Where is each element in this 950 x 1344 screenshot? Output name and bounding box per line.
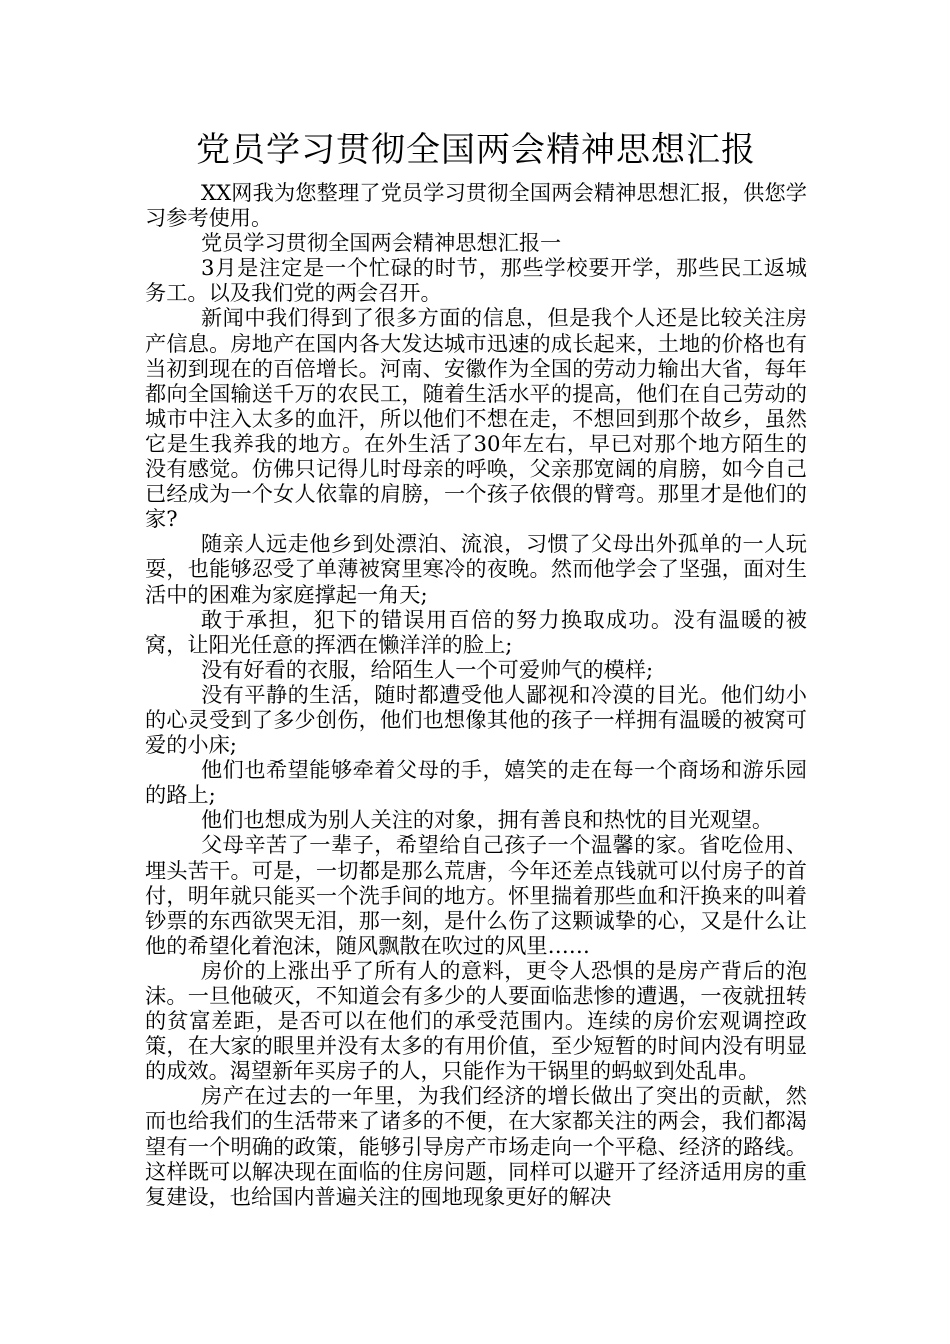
body-paragraph: 3月是注定是一个忙碌的时节，那些学校要开学，那些民工返城务工。以及我们党的两会召开。 bbox=[145, 255, 807, 306]
document-title: 党员学习贯彻全国两会精神思想汇报 bbox=[196, 130, 756, 170]
body-paragraph: 没有平静的生活，随时都遭受他人鄙视和冷漠的目光。他们幼小的心灵受到了多少创伤，他们也想像其他的孩子一样拥有温暖的被窝可爱的小床; bbox=[145, 681, 807, 758]
body-paragraph: 随亲人远走他乡到处漂泊、流浪，习惯了父母出外孤单的一人玩耍，也能够忍受了单薄被窝里寒冷的夜晚。然而他学会了坚强，面对生活中的困难为家庭撑起一角天; bbox=[145, 531, 807, 607]
body-paragraph: 父母辛苦了一辈子，希望给自己孩子一个温馨的家。省吃俭用、埋头苦干。可是，一切都是那么荒唐，今年还差点钱就可以付房子的首付，明年就只能买一个洗手间的地方。怀里揣着那些血和汗换来的叫着钞票的东西欲哭无泪，那一刻，是什么伤了这颗诚挚的心，又是什么让他的希望化着泡沫，随风飘散在吹过的风里…… bbox=[145, 832, 807, 958]
intro-paragraph: XX网我为您整理了党员学习贯彻全国两会精神思想汇报，供您学习参考使用。 bbox=[145, 180, 807, 231]
body-paragraph: 没有好看的衣服，给陌生人一个可爱帅气的模样; bbox=[201, 656, 654, 682]
section-heading: 党员学习贯彻全国两会精神思想汇报一 bbox=[201, 230, 562, 256]
body-paragraph: 房价的上涨出乎了所有人的意料，更令人恐惧的是房产背后的泡沫。一旦他破灭，不知道会有多少的人要面临悲惨的遭遇，一夜就扭转的贫富差距，是否可以在他们的承受范围内。连续的房价宏观调控政策，在大家的眼里并没有太多的有用价值，至少短暂的时间内没有明显的成效。渴望新年买房子的人，只能作为干锅里的蚂蚁到处乱串。 bbox=[145, 957, 807, 1084]
body-paragraph: 房产在过去的一年里，为我们经济的增长做出了突出的贡献，然而也给我们的生活带来了诸多的不便，在大家都关注的两会，我们都渴望有一个明确的政策，能够引导房产市场走向一个平稳、经济的路线。这样既可以解决现在面临的住房问题，同样可以避开了经济适用房的重复建设，也给国内普遍关注的囤地现象更好的解决 bbox=[145, 1083, 807, 1209]
body-paragraph: 他们也希望能够牵着父母的手，嬉笑的走在每一个商场和游乐园的路上; bbox=[145, 757, 807, 808]
body-paragraph: 敢于承担，犯下的错误用百倍的努力换取成功。没有温暖的被窝，让阳光任意的挥洒在懒洋洋的脸上; bbox=[145, 606, 807, 657]
document-page bbox=[145, 128, 807, 1209]
body-paragraph: 他们也想成为别人关注的对象，拥有善良和热忱的目光观望。 bbox=[201, 807, 774, 833]
body-paragraph: 新闻中我们得到了很多方面的信息，但是我个人还是比较关注房产信息。房地产在国内各大发达城市迅速的成长起来，土地的价格也有当初到现在的百倍增长。河南、安徽作为全国的劳动力输出大省，每年都向全国输送千万的农民工，随着生活水平的提高，他们在自己劳动的城市中注入太多的血汗，所以他们不想在走，不想回到那个故乡，虽然它是生我养我的地方。在外生活了30年左右，早已对那个地方陌生的没有感觉。仿佛只记得儿时母亲的呼唤，父亲那宽阔的肩膀，如今自己已经成为一个女人依靠的肩膀，一个孩子依偎的臂弯。那里才是他们的家? bbox=[145, 305, 807, 532]
